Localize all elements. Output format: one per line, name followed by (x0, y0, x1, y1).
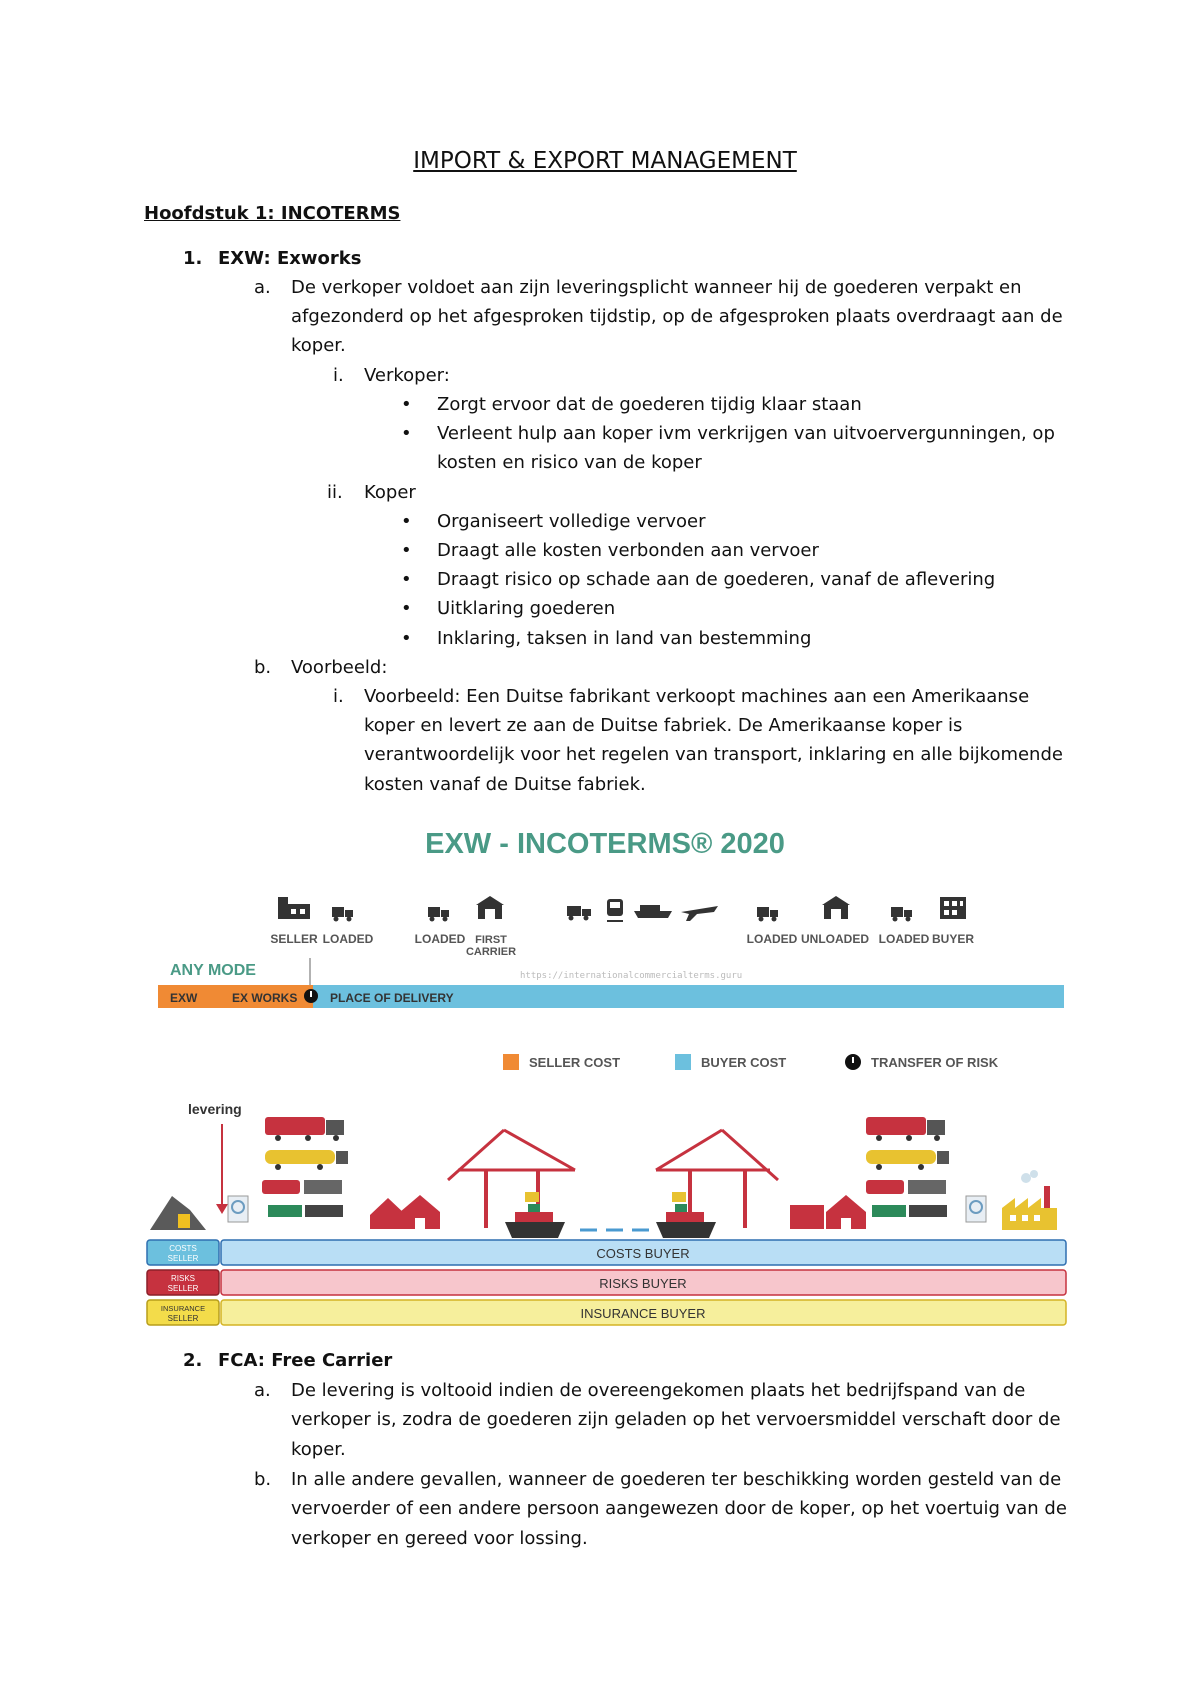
example-label: Voorbeeld: (291, 657, 388, 678)
list-marker: b. (254, 1469, 272, 1490)
row-left-label: INSURANCE (160, 1304, 206, 1313)
section-heading: FCA: Free Carrier (218, 1350, 393, 1371)
bullet: • (401, 628, 412, 649)
legend-label: BUYER COST (701, 1055, 787, 1070)
list-marker: a. (254, 1380, 271, 1401)
paragraph-line: verantwoordelijk voor het regelen van transport, inklaring en alle bijkomende (364, 744, 1063, 765)
train-icon (607, 899, 623, 921)
warehouse-icon (822, 896, 850, 919)
list-marker: b. (254, 657, 272, 678)
legend-swatch-seller (503, 1054, 519, 1070)
bullet-text: Zorgt ervoor dat de goederen tijdig klaar staan (437, 394, 862, 415)
section-number: 1. (183, 248, 203, 269)
chapter-heading: Hoofdstuk 1: INCOTERMS (144, 203, 401, 224)
plane-icon (681, 906, 718, 921)
paragraph-line: kosten vanaf de Duitse fabriek. (364, 774, 646, 795)
row-left-label: SELLER (167, 1284, 199, 1293)
paragraph-line: De levering is voltooid indien de overeengekomen plaats het bedrijfspand van de (291, 1380, 1026, 1401)
row-left-label: SELLER (167, 1254, 199, 1263)
role-label: Verkoper: (364, 365, 450, 386)
bullet-text: Verleent hulp aan koper ivm verkrijgen van uitvoervergunningen, op (437, 423, 1055, 444)
factory-icon (278, 897, 310, 919)
mine-icon (150, 1196, 206, 1230)
step-label: SELLER (270, 932, 318, 946)
bullet: • (401, 598, 412, 619)
warehouse-icon (790, 1195, 866, 1229)
buyer-factory-icon (1002, 1170, 1057, 1230)
step-label: LOADED (322, 932, 374, 946)
bullet-text: Draagt risico op schade aan de goederen, vanaf de aflevering (437, 569, 996, 590)
list-marker: i. (333, 365, 344, 386)
bullet-text: Uitklaring goederen (437, 598, 616, 619)
row-left-label: SELLER (167, 1314, 199, 1323)
ship-icon (505, 1212, 565, 1238)
bullet-text: Organiseert volledige vervoer (437, 511, 706, 532)
bar-name: EX WORKS (232, 991, 298, 1005)
step-label: LOADED (878, 932, 930, 946)
paragraph-line: In alle andere gevallen, wanneer de goederen ter beschikking worden gesteld van de (291, 1469, 1062, 1490)
warehouse-icon (370, 1195, 440, 1229)
paragraph-line: afgezonderd op het afgesproken tijdstip, op de afgesproken plaats overdraagt aan de (291, 306, 1063, 327)
paragraph-line: De verkoper voldoet aan zijn leveringsplicht wanneer hij de goederen verpakt en (291, 277, 1022, 298)
buyer-building-icon (940, 897, 966, 919)
obligation-row (147, 1300, 1066, 1325)
truck-icon (332, 907, 353, 922)
row-left-label: COSTS (169, 1244, 197, 1253)
mode-label: ANY MODE (170, 962, 256, 979)
step-label: CARRIER (465, 946, 517, 958)
legend-swatch-buyer (675, 1054, 691, 1070)
legend-label: SELLER COST (529, 1055, 621, 1070)
row-right-label: RISKS BUYER (599, 1276, 687, 1291)
truck-icon (567, 906, 591, 921)
step-label: LOADED (746, 932, 798, 946)
truck-icon (265, 1117, 344, 1141)
paragraph-line: verkoper en gereed voor lossing. (291, 1528, 588, 1549)
bullet-text: Draagt alle kosten verbonden aan vervoer (437, 540, 819, 561)
page-title: IMPORT & EXPORT MANAGEMENT (413, 148, 797, 174)
role-label: Koper (364, 482, 416, 503)
bullet-text: Inklaring, taksen in land van bestemming (437, 628, 812, 649)
paragraph-line: vervoerder of een andere persoon aangewezen door de koper, op het voertuig van de (291, 1498, 1067, 1519)
list-marker: ii. (327, 482, 343, 503)
obligation-row (147, 1240, 1066, 1265)
row-right-label: COSTS BUYER (596, 1246, 690, 1261)
paragraph-line: koper. (291, 335, 346, 356)
step-label: FIRST (475, 934, 507, 946)
step-label: BUYER (931, 932, 975, 946)
truck-icon (428, 907, 449, 922)
bar-place: PLACE OF DELIVERY (330, 991, 454, 1005)
paragraph-line: verkoper is, zodra de goederen zijn geladen op het vervoersmiddel verschaft door de (291, 1409, 1061, 1430)
arrow-down-icon (216, 1204, 228, 1214)
levering-label: levering (188, 1101, 242, 1117)
document-icon (966, 1196, 986, 1222)
bullet: • (401, 423, 412, 444)
train-icon (262, 1180, 343, 1217)
tanker-truck-icon (265, 1150, 348, 1170)
row-right-label: INSURANCE BUYER (580, 1306, 706, 1321)
warehouse-icon (476, 896, 504, 919)
infographic-title: EXW - INCOTERMS® 2020 (425, 828, 785, 860)
bullet: • (401, 540, 412, 561)
paragraph-line: Voorbeeld: Een Duitse fabrikant verkoopt machines aan een Amerikaanse (364, 686, 1030, 707)
ship-icon (656, 1212, 716, 1238)
obligation-row (147, 1270, 1066, 1295)
section-heading: EXW: Exworks (218, 248, 362, 269)
section-number: 2. (183, 1350, 203, 1371)
bullet: • (401, 569, 412, 590)
bullet: • (401, 511, 412, 532)
legend-label: TRANSFER OF RISK (871, 1055, 999, 1070)
document-icon (228, 1196, 248, 1222)
truck-icon (757, 907, 778, 922)
bar-code: EXW (170, 991, 198, 1005)
ship-icon (634, 905, 672, 918)
bullet-text: kosten en risico van de koper (437, 452, 702, 473)
truck-icon (891, 907, 912, 922)
train-icon (866, 1180, 947, 1217)
row-left-label: RISKS (170, 1274, 196, 1283)
bullet: • (401, 394, 412, 415)
truck-icon (866, 1117, 945, 1141)
step-label: LOADED (414, 932, 466, 946)
paragraph-line: koper. (291, 1439, 346, 1460)
crane-icon (448, 1130, 575, 1228)
step-label: UNLOADED (801, 932, 869, 946)
paragraph-line: koper en levert ze aan de Duitse fabriek. De Amerikaanse koper is (364, 715, 963, 736)
list-marker: i. (333, 686, 344, 707)
tanker-truck-icon (866, 1150, 949, 1170)
watermark: https://internationalcommercialterms.guru (520, 971, 743, 981)
list-marker: a. (254, 277, 271, 298)
